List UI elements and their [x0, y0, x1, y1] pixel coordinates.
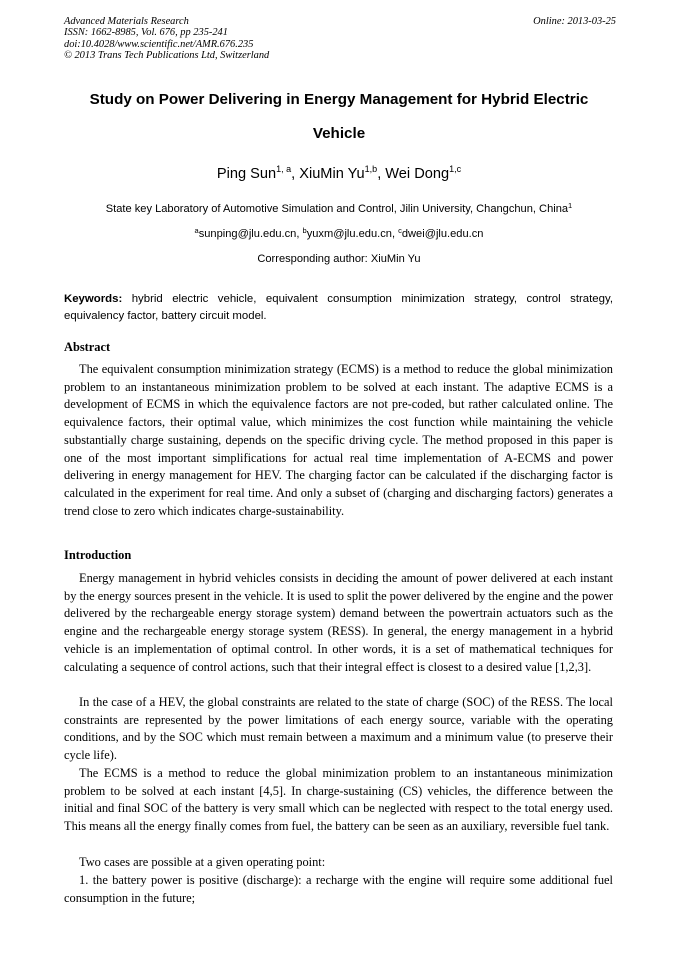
- intro-paragraph: Energy management in hybrid vehicles consists in deciding the amount of power delivered at each instant by the energy sources present in the vehicle. It is used to split the power delivered by the engine and the power delivered by the rechargeable energy storage system) demand between the powertrain actuators such as the engine and the rechargeable energy storage system (RESS). In general, the energy management in a hybrid vehicle is an implementation of optimal control. In other words, it is a set of mathematical techniques for calculating a sequence of control actions, such that their integral effect is closest to a desired value [1,2,3].: [64, 571, 613, 674]
- email-address: dwei@jlu.edu.cn: [401, 228, 484, 240]
- email-address: sunping@jlu.edu.cn: [198, 228, 297, 240]
- journal-header: [64, 16, 616, 62]
- affiliation-text: State key Laboratory of Automotive Simulation and Control, Jilin University, Changchun, China: [105, 203, 569, 215]
- email-mark: c: [398, 226, 402, 235]
- affiliation-mark: 1: [568, 201, 573, 210]
- keywords: [64, 291, 613, 325]
- doi-line: doi:10.4028/www.scientific.net/AMR.676.235: [64, 38, 254, 50]
- email-mark: a: [194, 226, 199, 235]
- corresponding-author: Corresponding author: XiuMin Yu: [257, 253, 421, 265]
- issn-line: ISSN: 1662-8985, Vol. 676, pp 235-241: [64, 27, 228, 39]
- intro-paragraph: The ECMS is a method to reduce the global minimization problem to an instantaneous minimization problem to be solved at each instant [4,5]. In charge-sustaining (CS) vehicles, the difference between the initial and final SOC of the battery is very small which can be neglected with respect to the total energy used. This means all the energy finally comes from fuel, the battery can be seen as an auxiliary, reversible fuel tank.: [64, 766, 613, 834]
- author-affiliation-mark: 1,b: [364, 164, 378, 174]
- paper-title-line-2: Vehicle: [312, 125, 366, 142]
- author-affiliation-mark: 1,c: [449, 164, 462, 174]
- introduction-heading: Introduction: [64, 548, 132, 562]
- author-separator: ,: [377, 166, 386, 182]
- paper-title-line-1: Study on Power Delivering in Energy Management for Hybrid Electric: [89, 91, 589, 108]
- email-address: yuxm@jlu.edu.cn: [306, 228, 392, 240]
- online-date: Online: 2013-03-25: [533, 16, 616, 27]
- intro-list-item: 1. the battery power is positive (discharge): a recharge with the engine will require some additional fuel consumption in the future;: [64, 873, 613, 905]
- author-name: Wei Dong: [385, 166, 450, 182]
- affiliation: [40, 203, 638, 215]
- intro-paragraph: Two cases are possible at a given operating point:: [79, 855, 326, 869]
- email-mark: b: [302, 226, 307, 235]
- keywords-label: Keywords:: [64, 293, 123, 305]
- author-name: XiuMin Yu: [299, 166, 365, 182]
- author-list: [40, 166, 638, 182]
- abstract-text: The equivalent consumption minimization strategy (ECMS) is a method to reduce the global minimization problem to an instantaneous minimization problem to be solved at each instant. The adaptive ECMS is a development of ECMS in which the equivalence factors are not pre-coded, but rather calculated online. The equivalence factors, their optimal value, which minimizes the cost function while maintaining the vehicle substantially charge sustaining, depends on the specific driving cycle. The method proposed in this paper is one of the most important simplifications for actual real time implementation of A-ECMS and power delivering in energy management for HEV. The charging factor can be calculated if the discharging factor is calculated in the experiment for real time. And only a subset of (charging and discharging factors) generates a trend close to zero which indicates charge-sustainability.: [64, 362, 613, 518]
- copyright-line: © 2013 Trans Tech Publications Ltd, Switzerland: [64, 50, 270, 62]
- email-separator: ,: [391, 228, 399, 240]
- abstract-heading: Abstract: [64, 340, 111, 354]
- author-name: Ping Sun: [216, 166, 277, 182]
- email-separator: ,: [296, 228, 303, 240]
- intro-paragraph: In the case of a HEV, the global constraints are related to the state of charge (SOC) of the RESS. The local constraints are represented by the power limitations of each energy source, variable with the operating conditions, and by the SOC which must remain between a maximum and a minimum value (to preserve their cycle life).: [64, 695, 613, 763]
- author-affiliation-mark: 1, a: [276, 164, 292, 174]
- journal-name: Advanced Materials Research: [64, 16, 189, 27]
- keywords-text: hybrid electric vehicle, equivalent consumption minimization strategy, control strategy, equivalency factor, battery circuit model.: [64, 293, 613, 323]
- author-separator: ,: [291, 166, 300, 182]
- author-emails: [40, 228, 638, 240]
